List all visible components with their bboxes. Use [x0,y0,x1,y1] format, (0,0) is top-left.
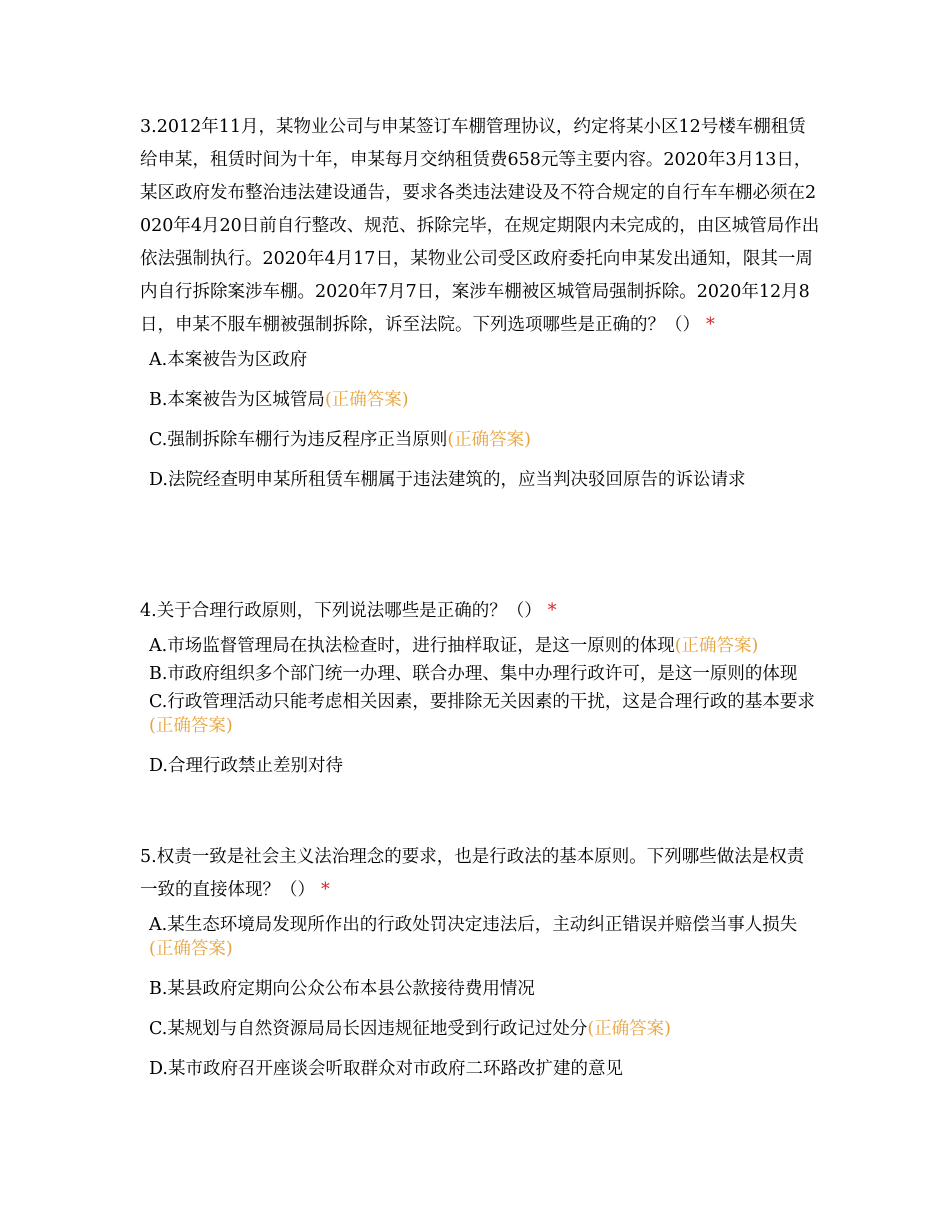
option-d[interactable] [140,468,820,492]
correct-answer-tag: (正确答案) [587,1019,671,1039]
question-body: 关于合理行政原则，下列说法哪些是正确的？（） [156,601,542,621]
question-text [140,595,820,628]
required-asterisk: * [547,601,557,621]
question-body: 2012年11月，某物业公司与申某签订车棚管理协议，约定将某小区12号楼车棚租赁给申某，租赁时间为十年，申某每月交纳租赁费658元等主要内容。2020年3月13日，某区政府发布整治违法建设通告，要求各类违法建设及不符合规定的自行车车棚必须在2020年4月20日前自行整改、规范、拆除完毕，在规定期限内未完成的，由区城管局作出依法强制执行。2020年4月17日，某物业公司受区政府委托向申某发出通知，限其一周内自行拆除案涉车棚。2020年7月7日，案涉车棚被区城管局强制拆除。2020年12月8日，申某不服车棚被强制拆除，诉至法院。下列选项哪些是正确的？（） [140,117,820,335]
option-label: C.强制拆除车棚行为违反程序正当原则 [149,430,448,450]
question-number: 3. [140,117,157,137]
option-d[interactable] [140,754,820,778]
question-text [140,111,820,342]
option-c[interactable] [140,428,820,452]
option-label: D.合理行政禁止差别对待 [149,756,343,776]
correct-answer-tag: (正确答案) [324,390,409,410]
question-number: 5. [140,847,157,867]
question-5 [140,841,820,1097]
options-list [140,913,820,1081]
correct-answer-tag: (正确答案) [674,636,759,656]
option-label: D.法院经查明申某所租赁车棚属于违法建筑的，应当判决驳回原告的诉讼请求 [149,470,746,490]
required-asterisk: * [706,315,715,335]
option-b[interactable] [140,662,820,686]
option-label: B.某县政府定期向公众公布本县公款接待费用情况 [149,979,535,999]
option-label: D.某市政府召开座谈会听取群众对市政府二环路改扩建的意见 [149,1059,623,1079]
question-number: 4. [140,601,157,621]
option-c[interactable] [140,690,820,738]
required-asterisk: * [321,880,330,900]
question-body: 权责一致是社会主义法治理念的要求，也是行政法的基本原则。下列哪些做法是权责一致的直接体现？（） [140,847,805,900]
question-3 [140,111,820,508]
question-text [140,841,820,907]
option-a[interactable] [140,913,820,961]
option-label: C.行政管理活动只能考虑相关因素，要排除无关因素的干扰，这是合理行政的基本要求 [149,692,815,712]
options-list [140,634,820,778]
question-4 [140,595,820,794]
options-list [140,348,820,492]
option-label: A.某生态环境局发现所作出的行政处罚决定违法后，主动纠正错误并赔偿当事人损失 [149,915,798,935]
correct-answer-tag: (正确答案) [149,939,233,959]
option-label: B.本案被告为区城管局 [149,390,325,410]
option-label: A.本案被告为区政府 [149,350,308,370]
option-c[interactable] [140,1017,820,1041]
correct-answer-tag: (正确答案) [149,716,233,736]
option-a[interactable] [140,348,820,372]
option-label: A.市场监督管理局在执法检查时，进行抽样取证，是这一原则的体现 [149,636,675,656]
option-label: B.市政府组织多个部门统一办理、联合办理、集中办理行政许可，是这一原则的体现 [149,664,798,684]
option-b[interactable] [140,977,820,1001]
option-a[interactable] [140,634,820,658]
option-d[interactable] [140,1057,820,1081]
correct-answer-tag: (正确答案) [447,430,531,450]
option-b[interactable] [140,388,820,412]
option-label: C.某规划与自然资源局局长因违规征地受到行政记过处分 [149,1019,588,1039]
